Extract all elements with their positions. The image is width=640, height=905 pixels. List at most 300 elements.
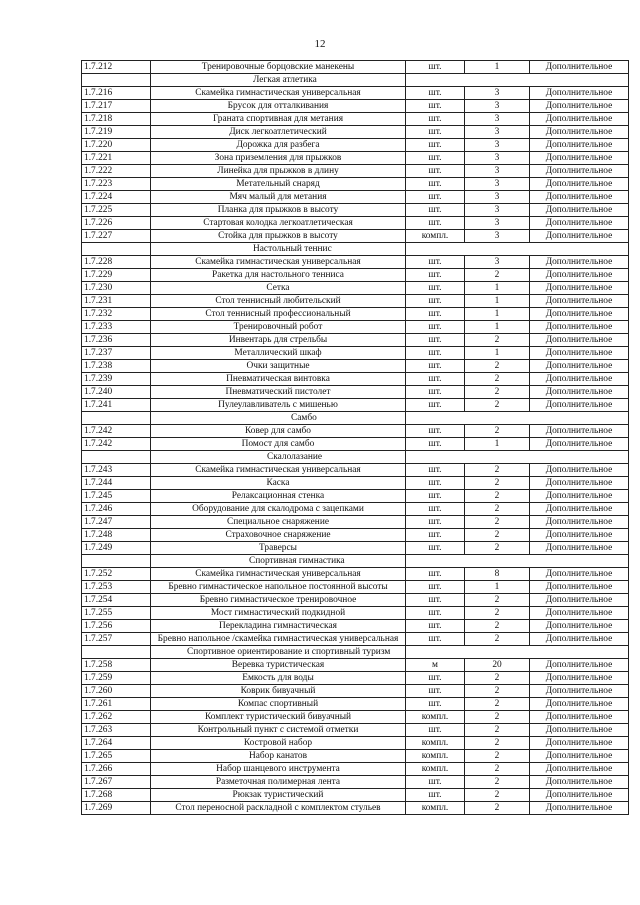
table-row	[82, 724, 629, 737]
item-code: 1.7.242	[82, 425, 151, 438]
item-name: Бревно напольное /скамейка гимнастическая универсальная	[151, 633, 406, 646]
item-name: Веревка туристическая	[151, 659, 406, 672]
section-title-cell	[151, 451, 406, 464]
item-name: Мост гимнастический подкидной	[151, 607, 406, 620]
item-quantity: 2	[465, 776, 530, 789]
item-note: Дополнительное	[530, 542, 629, 555]
item-quantity: 2	[465, 737, 530, 750]
item-unit: шт.	[406, 464, 465, 477]
item-unit: шт.	[406, 698, 465, 711]
item-quantity: 2	[465, 360, 530, 373]
item-quantity: 3	[465, 87, 530, 100]
item-code: 1.7.230	[82, 282, 151, 295]
item-note: Дополнительное	[530, 191, 629, 204]
table-row	[82, 256, 629, 269]
item-note: Дополнительное	[530, 139, 629, 152]
item-note: Дополнительное	[530, 737, 629, 750]
item-quantity: 2	[465, 464, 530, 477]
item-note: Дополнительное	[530, 295, 629, 308]
item-unit: шт.	[406, 529, 465, 542]
table-row	[82, 685, 629, 698]
item-name: Ракетка для настольного тенниса	[151, 269, 406, 282]
table-row	[82, 321, 629, 334]
item-unit: шт.	[406, 165, 465, 178]
item-note: Дополнительное	[530, 425, 629, 438]
section-code-cell	[82, 74, 151, 87]
item-note: Дополнительное	[530, 607, 629, 620]
item-quantity: 2	[465, 490, 530, 503]
item-note: Дополнительное	[530, 516, 629, 529]
item-note: Дополнительное	[530, 503, 629, 516]
item-note: Дополнительное	[530, 529, 629, 542]
item-unit: шт.	[406, 789, 465, 802]
item-quantity: 1	[465, 581, 530, 594]
table-row	[82, 230, 629, 243]
item-quantity: 2	[465, 802, 530, 815]
item-code: 1.7.239	[82, 373, 151, 386]
item-unit: компл.	[406, 737, 465, 750]
item-note: Дополнительное	[530, 490, 629, 503]
page-number: 12	[314, 38, 326, 50]
section-title-cell	[151, 243, 406, 256]
item-note: Дополнительное	[530, 373, 629, 386]
item-name: Стол теннисный любительский	[151, 295, 406, 308]
item-code: 1.7.260	[82, 685, 151, 698]
section-row	[82, 412, 629, 425]
section-title: Настольный теннис	[253, 244, 332, 254]
item-quantity: 1	[465, 282, 530, 295]
item-note: Дополнительное	[530, 165, 629, 178]
item-code: 1.7.249	[82, 542, 151, 555]
item-quantity: 2	[465, 672, 530, 685]
item-name: Стол переносной раскладной с комплектом стульев	[151, 802, 406, 815]
item-code: 1.7.266	[82, 763, 151, 776]
item-quantity: 1	[465, 321, 530, 334]
item-note: Дополнительное	[530, 724, 629, 737]
item-name: Перекладина гимнастическая	[151, 620, 406, 633]
section-row	[82, 451, 629, 464]
item-code: 1.7.238	[82, 360, 151, 373]
item-name: Скамейка гимнастическая универсальная	[151, 568, 406, 581]
item-name: Диск легкоатлетический	[151, 126, 406, 139]
item-name: Линейка для прыжков в длину	[151, 165, 406, 178]
table-row	[82, 126, 629, 139]
item-unit: шт.	[406, 399, 465, 412]
item-quantity: 2	[465, 425, 530, 438]
section-title-cell	[151, 555, 406, 568]
item-quantity: 1	[465, 295, 530, 308]
item-name: Мяч малый для метания	[151, 191, 406, 204]
table-row	[82, 711, 629, 724]
item-name: Сетка	[151, 282, 406, 295]
item-name: Бревно гимнастическое напольное постоянной высоты	[151, 581, 406, 594]
item-quantity: 2	[465, 698, 530, 711]
item-note: Дополнительное	[530, 256, 629, 269]
item-unit: шт.	[406, 139, 465, 152]
table-row	[82, 165, 629, 178]
item-quantity: 1	[465, 308, 530, 321]
item-note: Дополнительное	[530, 61, 629, 74]
item-note: Дополнительное	[530, 477, 629, 490]
item-name: Инвентарь для стрельбы	[151, 334, 406, 347]
item-code: 1.7.269	[82, 802, 151, 815]
item-note: Дополнительное	[530, 698, 629, 711]
item-quantity: 2	[465, 607, 530, 620]
item-unit: шт.	[406, 256, 465, 269]
table-row	[82, 347, 629, 360]
table-row	[82, 152, 629, 165]
item-unit: шт.	[406, 542, 465, 555]
item-quantity: 2	[465, 724, 530, 737]
item-name: Релаксационная стенка	[151, 490, 406, 503]
item-note: Дополнительное	[530, 581, 629, 594]
table-row	[82, 360, 629, 373]
item-unit: компл.	[406, 711, 465, 724]
item-name: Скамейка гимнастическая универсальная	[151, 256, 406, 269]
item-code: 1.7.221	[82, 152, 151, 165]
item-name: Пневматический пистолет	[151, 386, 406, 399]
item-code: 1.7.246	[82, 503, 151, 516]
item-unit: шт.	[406, 373, 465, 386]
item-unit: шт.	[406, 61, 465, 74]
item-quantity: 2	[465, 763, 530, 776]
item-name: Страховочное снаряжение	[151, 529, 406, 542]
table-row	[82, 581, 629, 594]
table-row	[82, 763, 629, 776]
item-unit: шт.	[406, 516, 465, 529]
item-name: Пневматическая винтовка	[151, 373, 406, 386]
item-code: 1.7.229	[82, 269, 151, 282]
table-row	[82, 191, 629, 204]
item-unit: шт.	[406, 204, 465, 217]
table-row	[82, 789, 629, 802]
table-row	[82, 698, 629, 711]
item-code: 1.7.231	[82, 295, 151, 308]
table-row	[82, 217, 629, 230]
item-name: Набор шанцевого инструмента	[151, 763, 406, 776]
section-title-cell	[151, 74, 406, 87]
item-note: Дополнительное	[530, 620, 629, 633]
item-quantity: 2	[465, 711, 530, 724]
table-row	[82, 620, 629, 633]
item-code: 1.7.267	[82, 776, 151, 789]
item-unit: шт.	[406, 724, 465, 737]
item-unit: шт.	[406, 191, 465, 204]
item-code: 1.7.265	[82, 750, 151, 763]
item-unit: компл.	[406, 750, 465, 763]
item-name: Костровой набор	[151, 737, 406, 750]
item-note: Дополнительное	[530, 282, 629, 295]
item-name: Стартовая колодка легкоатлетическая	[151, 217, 406, 230]
item-quantity: 3	[465, 204, 530, 217]
item-name: Планка для прыжков в высоту	[151, 204, 406, 217]
item-unit: шт.	[406, 295, 465, 308]
item-unit: шт.	[406, 438, 465, 451]
item-code: 1.7.244	[82, 477, 151, 490]
item-unit: шт.	[406, 100, 465, 113]
item-name: Набор канатов	[151, 750, 406, 763]
item-name: Помост для самбо	[151, 438, 406, 451]
item-quantity: 2	[465, 503, 530, 516]
item-code: 1.7.243	[82, 464, 151, 477]
item-note: Дополнительное	[530, 789, 629, 802]
item-code: 1.7.255	[82, 607, 151, 620]
section-empty-cell	[406, 451, 629, 464]
section-row	[82, 555, 629, 568]
table-row	[82, 269, 629, 282]
item-code: 1.7.245	[82, 490, 151, 503]
item-name: Пулеулавливатель с мишенью	[151, 399, 406, 412]
item-code: 1.7.259	[82, 672, 151, 685]
table-row	[82, 542, 629, 555]
item-quantity: 8	[465, 568, 530, 581]
item-name: Каска	[151, 477, 406, 490]
item-quantity: 1	[465, 438, 530, 451]
section-code-cell	[82, 451, 151, 464]
item-quantity: 3	[465, 217, 530, 230]
item-code: 1.7.253	[82, 581, 151, 594]
item-quantity: 3	[465, 256, 530, 269]
item-unit: шт.	[406, 633, 465, 646]
item-name: Тренировочные борцовские манекены	[151, 61, 406, 74]
item-note: Дополнительное	[530, 776, 629, 789]
item-code: 1.7.256	[82, 620, 151, 633]
item-code: 1.7.218	[82, 113, 151, 126]
item-code: 1.7.219	[82, 126, 151, 139]
item-code: 1.7.264	[82, 737, 151, 750]
item-unit: шт.	[406, 620, 465, 633]
table-row	[82, 178, 629, 191]
item-note: Дополнительное	[530, 100, 629, 113]
equipment-table-body	[82, 61, 629, 815]
table-row	[82, 607, 629, 620]
item-note: Дополнительное	[530, 750, 629, 763]
item-note: Дополнительное	[530, 217, 629, 230]
item-quantity: 2	[465, 750, 530, 763]
item-code: 1.7.247	[82, 516, 151, 529]
table-row	[82, 490, 629, 503]
table-row	[82, 438, 629, 451]
item-unit: шт.	[406, 347, 465, 360]
item-unit: шт.	[406, 87, 465, 100]
table-row	[82, 295, 629, 308]
table-row	[82, 464, 629, 477]
item-unit: шт.	[406, 282, 465, 295]
item-unit: шт.	[406, 477, 465, 490]
section-title: Самбо	[291, 413, 317, 423]
item-quantity: 3	[465, 139, 530, 152]
section-title-cell	[151, 646, 406, 659]
item-unit: шт.	[406, 594, 465, 607]
item-note: Дополнительное	[530, 802, 629, 815]
item-quantity: 3	[465, 191, 530, 204]
item-code: 1.7.223	[82, 178, 151, 191]
item-unit: шт.	[406, 490, 465, 503]
item-name: Стойка для прыжков в высоту	[151, 230, 406, 243]
table-row	[82, 737, 629, 750]
table-row	[82, 529, 629, 542]
item-name: Разметочная полимерная лента	[151, 776, 406, 789]
table-row	[82, 139, 629, 152]
item-name: Рюкзак туристический	[151, 789, 406, 802]
item-note: Дополнительное	[530, 672, 629, 685]
item-code: 1.7.237	[82, 347, 151, 360]
item-code: 1.7.262	[82, 711, 151, 724]
section-title-cell	[151, 412, 406, 425]
item-quantity: 2	[465, 477, 530, 490]
item-unit: компл.	[406, 763, 465, 776]
item-code: 1.7.258	[82, 659, 151, 672]
item-code: 1.7.216	[82, 87, 151, 100]
item-name: Метательный снаряд	[151, 178, 406, 191]
item-name: Ковер для самбо	[151, 425, 406, 438]
item-unit: компл.	[406, 802, 465, 815]
item-unit: шт.	[406, 425, 465, 438]
item-note: Дополнительное	[530, 334, 629, 347]
item-name: Очки защитные	[151, 360, 406, 373]
item-note: Дополнительное	[530, 126, 629, 139]
item-code: 1.7.225	[82, 204, 151, 217]
item-quantity: 2	[465, 542, 530, 555]
item-quantity: 2	[465, 529, 530, 542]
table-row	[82, 425, 629, 438]
item-code: 1.7.233	[82, 321, 151, 334]
section-empty-cell	[406, 412, 629, 425]
item-name: Контрольный пункт с системой отметки	[151, 724, 406, 737]
item-name: Комплект туристический бивуачный	[151, 711, 406, 724]
item-unit: шт.	[406, 126, 465, 139]
item-unit: шт.	[406, 776, 465, 789]
table-row	[82, 568, 629, 581]
table-row	[82, 776, 629, 789]
table-row	[82, 282, 629, 295]
item-quantity: 2	[465, 633, 530, 646]
table-row	[82, 308, 629, 321]
item-note: Дополнительное	[530, 633, 629, 646]
item-code: 1.7.212	[82, 61, 151, 74]
item-quantity: 2	[465, 516, 530, 529]
item-unit: м	[406, 659, 465, 672]
item-unit: шт.	[406, 581, 465, 594]
table-row	[82, 87, 629, 100]
item-note: Дополнительное	[530, 763, 629, 776]
item-note: Дополнительное	[530, 711, 629, 724]
item-quantity: 3	[465, 230, 530, 243]
item-note: Дополнительное	[530, 347, 629, 360]
section-code-cell	[82, 555, 151, 568]
item-name: Скамейка гимнастическая универсальная	[151, 87, 406, 100]
item-name: Металлический шкаф	[151, 347, 406, 360]
table-row	[82, 204, 629, 217]
item-unit: шт.	[406, 386, 465, 399]
item-quantity: 2	[465, 594, 530, 607]
table-row	[82, 672, 629, 685]
item-unit: шт.	[406, 217, 465, 230]
item-quantity: 2	[465, 685, 530, 698]
item-note: Дополнительное	[530, 438, 629, 451]
table-row	[82, 61, 629, 74]
table-row	[82, 373, 629, 386]
item-name: Емкость для воды	[151, 672, 406, 685]
item-note: Дополнительное	[530, 204, 629, 217]
table-row	[82, 386, 629, 399]
item-note: Дополнительное	[530, 386, 629, 399]
item-code: 1.7.228	[82, 256, 151, 269]
item-quantity: 1	[465, 347, 530, 360]
section-code-cell	[82, 243, 151, 256]
section-empty-cell	[406, 646, 629, 659]
table-row	[82, 477, 629, 490]
item-code: 1.7.254	[82, 594, 151, 607]
item-code: 1.7.217	[82, 100, 151, 113]
item-code: 1.7.227	[82, 230, 151, 243]
item-unit: шт.	[406, 334, 465, 347]
item-code: 1.7.242	[82, 438, 151, 451]
table-row	[82, 100, 629, 113]
item-note: Дополнительное	[530, 360, 629, 373]
item-name: Оборудование для скалодрома с зацепками	[151, 503, 406, 516]
section-empty-cell	[406, 555, 629, 568]
item-quantity: 3	[465, 152, 530, 165]
item-code: 1.7.261	[82, 698, 151, 711]
section-row	[82, 74, 629, 87]
item-name: Скамейка гимнастическая универсальная	[151, 464, 406, 477]
item-unit: шт.	[406, 152, 465, 165]
item-unit: шт.	[406, 503, 465, 516]
item-code: 1.7.222	[82, 165, 151, 178]
item-unit: шт.	[406, 568, 465, 581]
item-name: Траверсы	[151, 542, 406, 555]
item-note: Дополнительное	[530, 594, 629, 607]
table-row	[82, 633, 629, 646]
item-unit: шт.	[406, 308, 465, 321]
item-code: 1.7.232	[82, 308, 151, 321]
item-quantity: 2	[465, 789, 530, 802]
item-note: Дополнительное	[530, 87, 629, 100]
item-unit: шт.	[406, 672, 465, 685]
item-note: Дополнительное	[530, 399, 629, 412]
table-row	[82, 503, 629, 516]
item-note: Дополнительное	[530, 568, 629, 581]
item-code: 1.7.252	[82, 568, 151, 581]
item-quantity: 1	[465, 61, 530, 74]
table-row	[82, 802, 629, 815]
item-quantity: 2	[465, 334, 530, 347]
item-code: 1.7.248	[82, 529, 151, 542]
equipment-table	[81, 60, 629, 815]
item-name: Коврик бивуачный	[151, 685, 406, 698]
item-unit: шт.	[406, 178, 465, 191]
table-row	[82, 113, 629, 126]
section-title: Легкая атлетика	[253, 75, 317, 85]
table-row	[82, 516, 629, 529]
item-code: 1.7.224	[82, 191, 151, 204]
item-note: Дополнительное	[530, 113, 629, 126]
item-quantity: 3	[465, 165, 530, 178]
item-code: 1.7.226	[82, 217, 151, 230]
table-row	[82, 750, 629, 763]
table-row	[82, 659, 629, 672]
item-quantity: 20	[465, 659, 530, 672]
item-name: Зона приземления для прыжков	[151, 152, 406, 165]
section-title: Скалолазание	[267, 452, 323, 462]
section-code-cell	[82, 646, 151, 659]
item-name: Стол теннисный профессиональный	[151, 308, 406, 321]
section-empty-cell	[406, 74, 629, 87]
item-quantity: 2	[465, 386, 530, 399]
item-unit: шт.	[406, 607, 465, 620]
item-note: Дополнительное	[530, 685, 629, 698]
